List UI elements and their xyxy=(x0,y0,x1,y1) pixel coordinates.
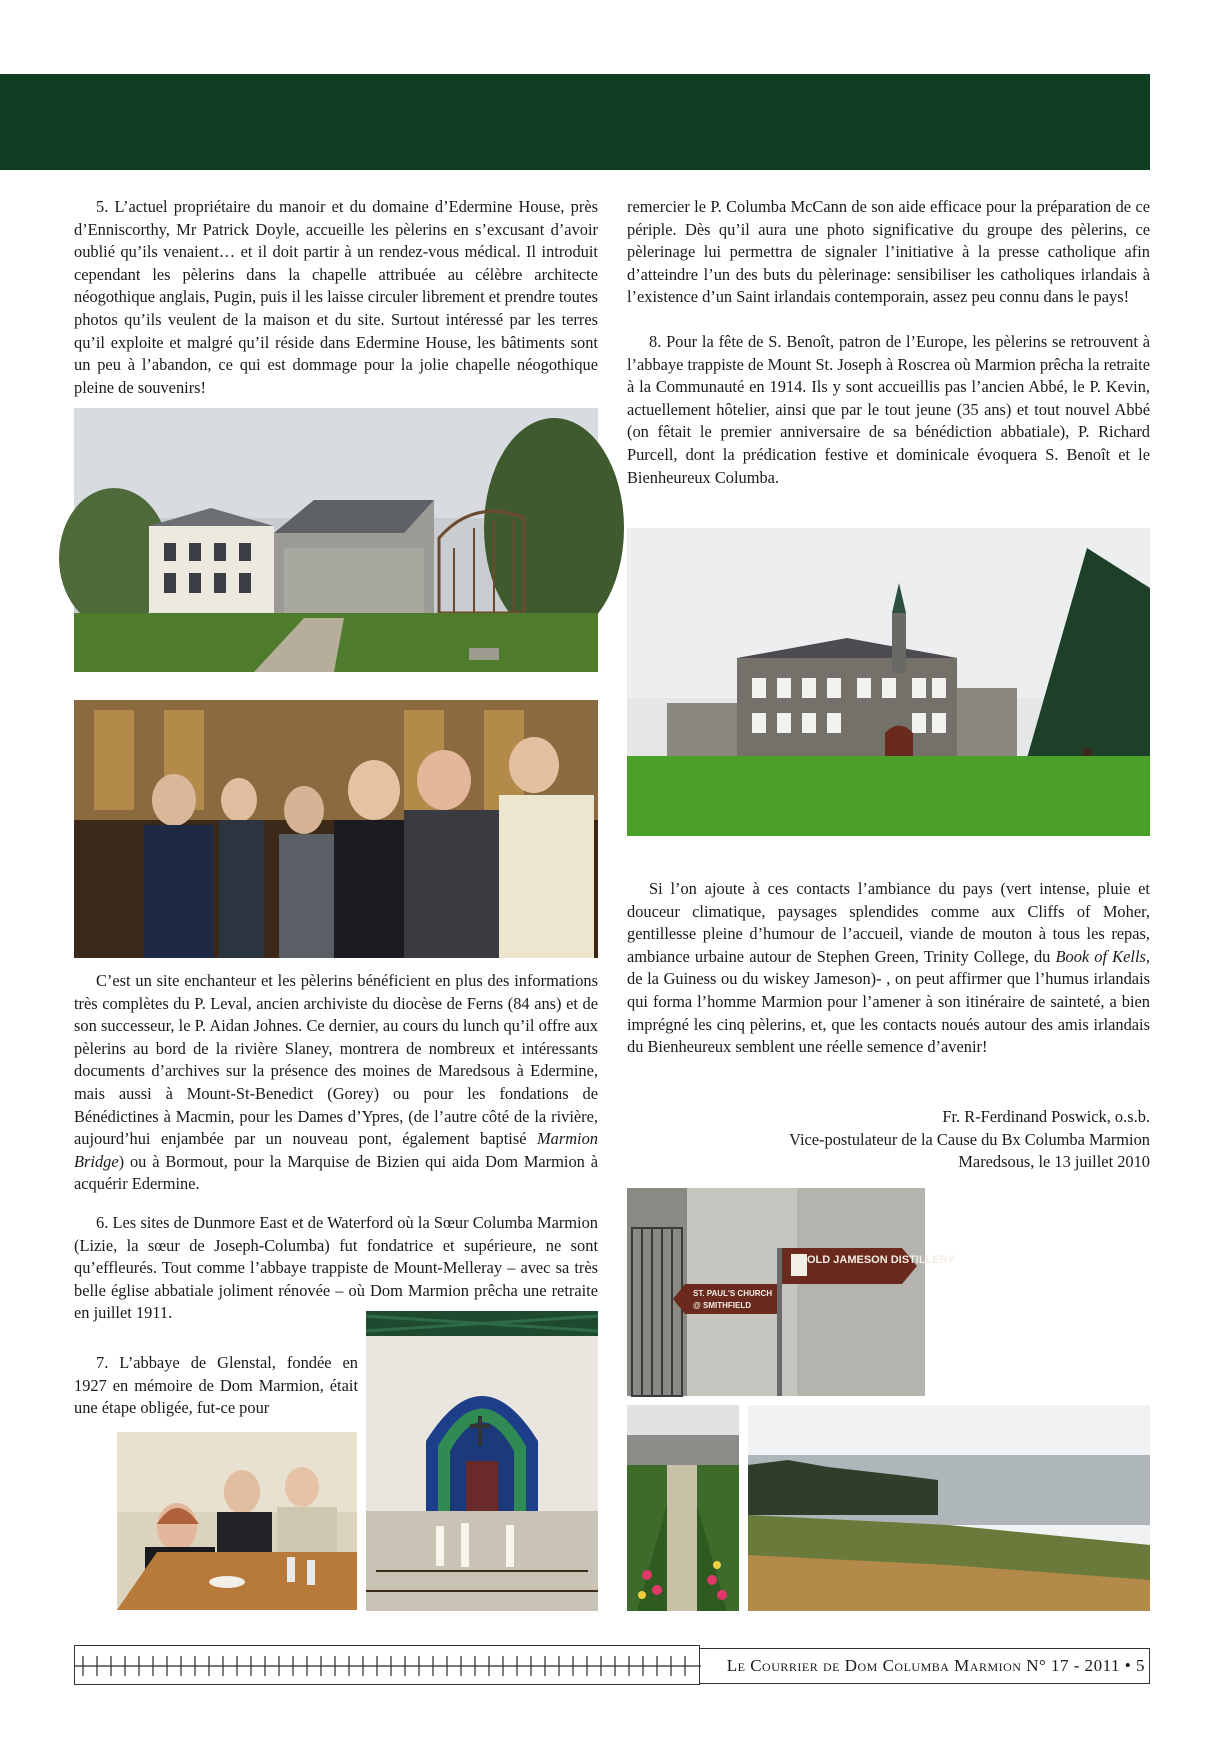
church-sign-line1: ST. PAUL'S CHURCH xyxy=(693,1289,773,1298)
paragraph-conclusion-text xyxy=(627,878,1150,1059)
photo-lunch-table xyxy=(117,1432,357,1610)
signature-block xyxy=(627,1106,1150,1174)
paragraph-conclusion-part-b: , de la Guiness ou du wiskey Jameson)- , on peut affirmer que l’humus irlandais qui forma l’homme Marmion pour l’amener à son itinéraire de sainteté, a bien imprégné les cinq pèlerins, et, que les contacts noués autour des amis irlandais du Bienheureux semblent une réelle semence d’avenir! xyxy=(627,946,1150,1057)
signature-name: Fr. R-Ferdinand Poswick, o.s.b. xyxy=(942,1107,1150,1126)
paragraph-site-part-b: ) ou à Bormout, pour la Marquise de Bizien qui aida Dom Marmion à acquérir Edermine. xyxy=(74,1151,598,1194)
photo-castle-garden xyxy=(627,1405,739,1611)
signature-date: Maredsous, le 13 juillet 2010 xyxy=(958,1152,1150,1172)
photo-edermine-house xyxy=(74,408,598,672)
paragraph-5-text: 5. L’actuel propriétaire du manoir et du domaine d’Edermine House, près d’Enniscorthy, Mr Patrick Doyle, accueille les pèlerins en s’excusant d’avoir oublié qu’ils venaient… et il doit partir à un rendez-vous médical. Il introduit cependant les pèlerins dans la chapelle attribuée au célèbre architecte néogothique anglais, Pugin, puis il les laisse circuler librement et prendre toutes photos qu’ils veulent de la maison et du site. Surtout intéressé par les terres qu’il exploite et malgré qu’il réside dans Edermine House, les bâtiments sont un peu à l’abandon, ce qui est dommage pour la jolie chapelle néogothique pleine de souvenirs! xyxy=(74,197,598,397)
church-sign-line2: @ SMITHFIELD xyxy=(693,1301,752,1310)
paragraph-conclusion xyxy=(627,878,1150,1059)
paragraph-5 xyxy=(74,196,598,399)
footer-ornament-border xyxy=(74,1645,700,1685)
paragraph-6: 6. Les sites de Dunmore East et de Waterford où la Sœur Columba Marmion (Lizie, la sœur de Joseph-Columba) fut fondatrice et supérieure, ne sont qu’effleurés. Tout comme l’abbaye trappiste de Mount-Melleray – avec sa très belle église abbatiale joliment rénovée – où Dom Marmion prêcha une retraite en juillet 1911. xyxy=(74,1212,598,1323)
book-of-kells-italic: Book of Kells xyxy=(1055,946,1146,966)
photo-glenstal-church xyxy=(366,1311,598,1611)
header-band xyxy=(0,74,1150,170)
paragraph-conclusion-part-a: Si l’on ajoute à ces contacts l’ambiance du pays (vert intense, pluie et douceur climatique, paysages splendides comme aux Cliffs of Moher, gentillesse pleine d’humour de l’accueil, viande de mouton à tous les repas, ambiance urbaine autour de Stephen Green, Trinity College, du xyxy=(627,879,1150,966)
footer-ornament xyxy=(75,1646,701,1686)
jameson-sign-text: OLD JAMESON DISTILLERY xyxy=(807,1254,955,1266)
marmion-bridge-italic: Marmion Bridge xyxy=(74,1129,598,1171)
photo-jameson-signs xyxy=(627,1188,955,1396)
paragraph-continued-text: remercier le P. Columba McCann de son aide efficace pour la préparation de ce périple. Dès qu’il aura une photo significative du groupe des pèlerins, ce pèlerinage lui permettra de signaler l’initiative à la presse catholique afin d’atteindre l’un des buts du pèlerinage: sensibiliser les catholiques irlandais à l’existence d’un Saint irlandais contemporain, assez peu connu dans le pays! xyxy=(627,197,1150,307)
paragraph-site xyxy=(74,970,598,1325)
photo-mount-st-joseph-abbey xyxy=(627,528,1150,836)
photo-chapel-pilgrims xyxy=(74,700,598,958)
footer-text: Le Courrier de Dom Columba Marmion N° 17 - 2011 • 5 xyxy=(726,1656,1145,1675)
paragraph-site-part-a: C’est un site enchanteur et les pèlerins bénéficient en plus des informations très complètes du P. Leval, ancien archiviste du diocèse de Ferns (84 ans) et de son successeur, le P. Aidan Johnes. Ce dernier, au cours du lunch qu’il offre aux pèlerins au bord de la rivière Slaney, montrera de nombreux et intéressants documents d’archives sur la présence des moines de Maredsous à Edermine, mais aussi à Mount-St-Benedict (Gorey) ou pour les fondations de Bénédictines à Macmin, pour les Dames d’Ypres, (de l’autre côté de la rivière, aujourd’hui enjambée par un nouveau pont, également baptisé xyxy=(74,971,598,1149)
paragraph-8: 8. Pour la fête de S. Benoît, patron de l’Europe, les pèlerins se retrouvent à l’abbaye trappiste de Mount St. Joseph à Roscrea où Marmion prêcha la retraite à la Communauté en 1914. Ils y sont accueillis pas l’ancien Abbé, le P. Kevin, actuellement hôtelier, ainsi que par le tout jeune (35 ans) et tout nouvel Abbé (on fêtait le premier anniversaire de sa bénédiction abbatiale), P. Richard Purcell, dont la prédication festive et dominicale évoquera S. Benoît et le Bienheureux Columba. xyxy=(627,331,1150,487)
photo-cliffs-of-moher xyxy=(748,1405,1150,1611)
signature-title: Vice-postulateur de la Cause du Bx Columba Marmion xyxy=(789,1129,1150,1149)
paragraph-continued xyxy=(627,196,1150,489)
footer-publication-line xyxy=(700,1648,1150,1684)
paragraph-site-text xyxy=(74,970,598,1196)
paragraph-7 xyxy=(74,1352,358,1420)
paragraph-7-text: 7. L’abbaye de Glenstal, fondée en 1927 en mémoire de Dom Marmion, était une étape obligée, fut-ce pour xyxy=(74,1353,358,1418)
